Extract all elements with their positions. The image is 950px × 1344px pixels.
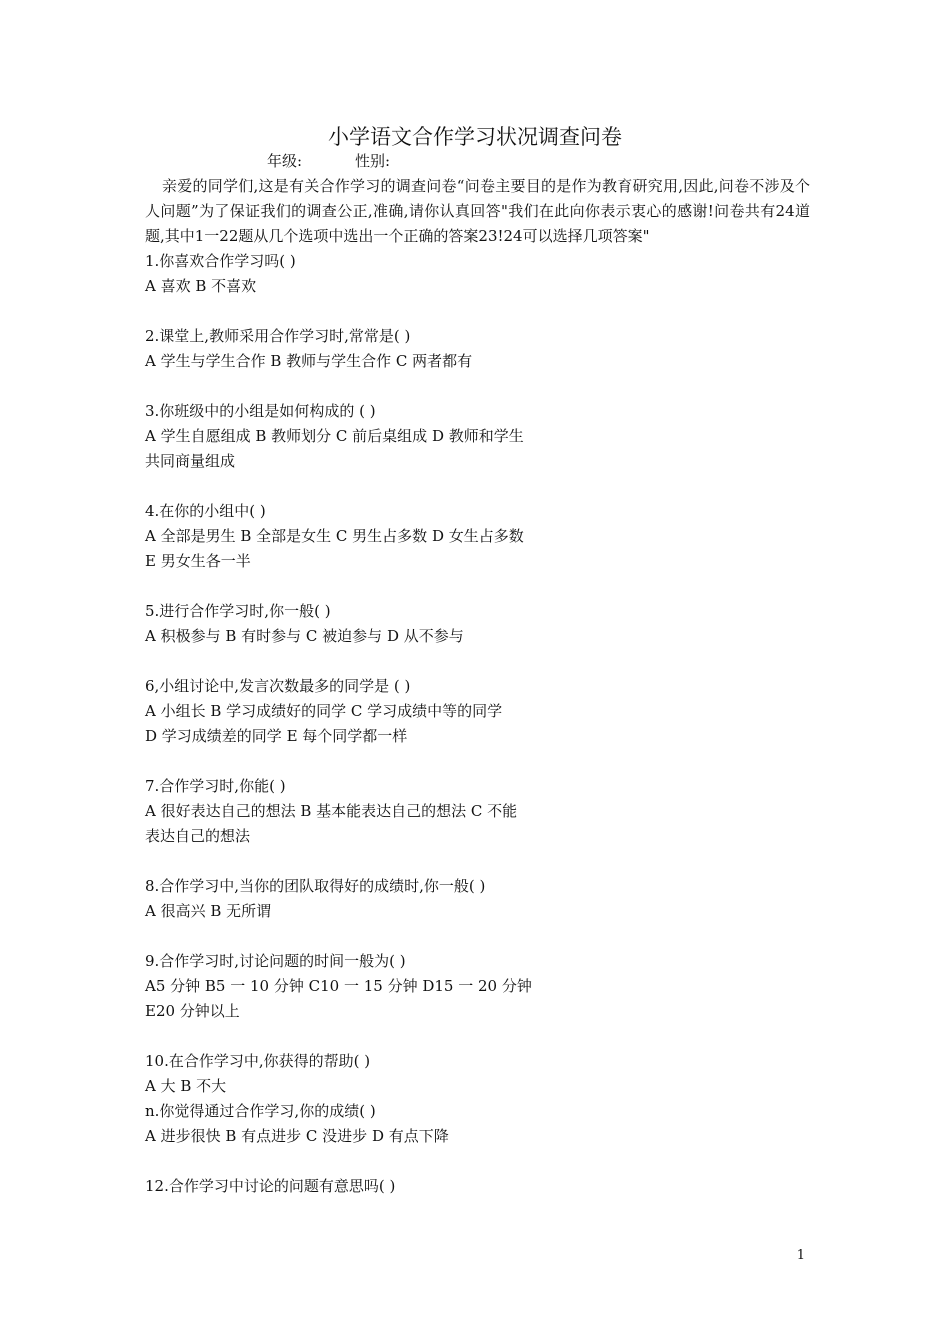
question-10-11 <box>145 1049 810 1149</box>
document-body <box>145 174 810 1199</box>
answer-options: A 很高兴 B 无所谓 <box>145 902 272 920</box>
spacer <box>145 374 810 399</box>
question-4 <box>145 499 810 574</box>
question-9 <box>145 949 810 1024</box>
answer-options: A 学生自愿组成 B 教师划分 C 前后桌组成 D 教师和学生 <box>145 427 524 445</box>
question-text: 4.在你的小组中( ) <box>145 502 266 520</box>
question-text: 9.合作学习时,讨论问题的时间一般为( ) <box>145 952 406 970</box>
question-5 <box>145 599 810 649</box>
answer-options: A 学生与学生合作 B 教师与学生合作 C 两者都有 <box>145 352 473 370</box>
spacer <box>145 574 810 599</box>
question-8 <box>145 874 810 924</box>
gender-label: 性别: <box>355 152 391 170</box>
answer-options: A 进步很快 B 有点进步 C 没进步 D 有点下降 <box>145 1127 449 1145</box>
question-12 <box>145 1174 810 1199</box>
question-text: 1.你喜欢合作学习吗( ) <box>145 252 296 270</box>
answer-options-continued: 表达自己的想法 <box>145 827 251 845</box>
question-7 <box>145 774 810 849</box>
spacer <box>145 749 810 774</box>
grade-label: 年级: <box>267 152 303 170</box>
answer-options: A 很好表达自己的想法 B 基本能表达自己的想法 C 不能 <box>145 802 518 820</box>
spacer <box>145 1024 810 1049</box>
question-1 <box>145 249 810 299</box>
spacer <box>145 474 810 499</box>
respondent-info <box>267 150 391 172</box>
question-text: 2.课堂上,教师采用合作学习时,常常是( ) <box>145 327 411 345</box>
document-title: 小学语文合作学习状况调查问卷 <box>328 125 622 149</box>
answer-options-continued: D 学习成绩差的同学 E 每个同学都一样 <box>145 727 408 745</box>
spacer <box>145 1149 810 1174</box>
answer-options-continued: 共同商量组成 <box>145 452 236 470</box>
answer-options: A 小组长 B 学习成绩好的同学 C 学习成绩中等的同学 <box>145 702 503 720</box>
question-text: 10.在合作学习中,你获得的帮助( ) <box>145 1052 371 1070</box>
spacer <box>145 849 810 874</box>
answer-options-continued: E20 分钟以上 <box>145 1002 240 1020</box>
question-2 <box>145 324 810 374</box>
question-text: n.你觉得通过合作学习,你的成绩( ) <box>145 1102 376 1120</box>
question-text: 12.合作学习中讨论的问题有意思吗( ) <box>145 1177 396 1195</box>
intro-paragraph: 亲爱的同学们,这是有关合作学习的调查问卷“问卷主要目的是作为教育研究用,因此,问卷不涉及个人问题”为了保证我们的调查公正,准确,请你认真回答"我们在此向你表示衷心的感谢!问卷共有24道题,其中1一22题从几个选项中选出一个正确的答案23!24可以选择几项答案" <box>145 177 810 245</box>
answer-options: A 全部是男生 B 全部是女生 C 男生占多数 D 女生占多数 <box>145 527 524 545</box>
spacer <box>145 924 810 949</box>
question-text: 5.进行合作学习时,你一般( ) <box>145 602 331 620</box>
answer-options: A5 分钟 B5 一 10 分钟 C10 一 15 分钟 D15 一 20 分钟 <box>145 977 532 995</box>
question-3 <box>145 399 810 474</box>
question-text: 6,小组讨论中,发言次数最多的同学是 ( ) <box>145 677 411 695</box>
answer-options: A 积极参与 B 有时参与 C 被迫参与 D 从不参与 <box>145 627 464 645</box>
question-6 <box>145 674 810 749</box>
answer-options: A 喜欢 B 不喜欢 <box>145 277 257 295</box>
answer-options: A 大 B 不大 <box>145 1077 227 1095</box>
page-number: 1 <box>796 1248 805 1263</box>
answer-options-continued: E 男女生各一半 <box>145 552 251 570</box>
question-text: 3.你班级中的小组是如何构成的 ( ) <box>145 402 376 420</box>
spacer <box>145 299 810 324</box>
question-text: 7.合作学习时,你能( ) <box>145 777 286 795</box>
question-text: 8.合作学习中,当你的团队取得好的成绩时,你一般( ) <box>145 877 486 895</box>
spacer <box>145 649 810 674</box>
